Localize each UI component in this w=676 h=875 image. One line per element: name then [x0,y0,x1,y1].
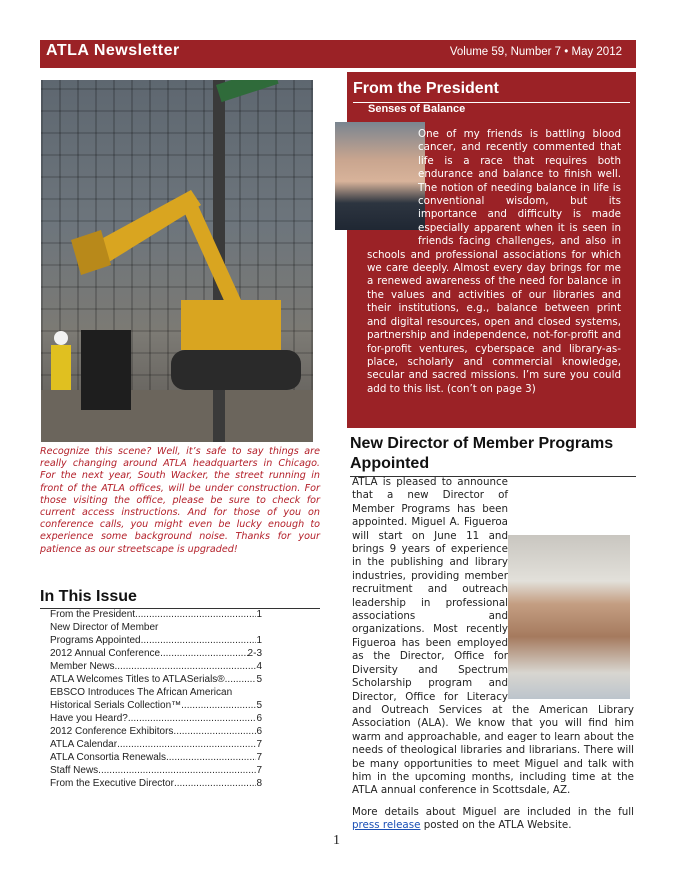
toc-item-page: 1 [256,635,262,646]
toc-heading: In This Issue [40,588,320,609]
toc-item [50,777,262,790]
toc-item-label: Member News [50,661,115,672]
director-paragraph-2-end: posted on the ATLA Website. [420,819,572,832]
toc-item [50,699,262,712]
toc-item-label: ATLA Welcomes Titles to ATLASerials® [50,674,225,685]
president-heading: From the President [353,80,499,97]
toc-item [50,647,262,660]
director-paragraph-1: ATLA is pleased to announce that a new Director of Member Programs has been appointed. Miguel A. Figueroa will start on June 11 and brings 9 years of experience in the publishing and library industries, providing member recruitment and outreach leadership in professional associations and organizations. Most recently Figueroa has been employed as the Director, Office for Diversity and Spectrum Scholarship program and Director, Office for Literacy and Outreach Services at the American Library Association (ALA). We know that you will find him warm and approachable, and eager to learn about the needs of theological libraries and librarians. There will be many opportunities to meet Miguel and talk with him in the upcoming months, including time at the ATLA annual conference in Scottsdale, AZ. [352,476,634,797]
toc-item-label: Programs Appointed [50,635,141,646]
president-section [347,72,636,428]
toc-item-page: 6 [256,713,262,724]
newsletter-banner [40,40,636,68]
press-release-link[interactable]: press release [352,819,421,832]
toc-item [50,712,262,725]
toc-item-label: ATLA Calendar [50,739,118,750]
toc-item-page: 4 [256,661,262,672]
toc-item-page: 7 [256,765,262,776]
toc-item-page: 5 [256,700,262,711]
toc-item [50,751,262,764]
toc-item-label: Staff News [50,765,99,776]
toc-item-label: Historical Serials Collection™ [50,700,182,711]
toc-item [50,764,262,777]
table-of-contents [50,608,262,790]
toc-item-page: 6 [256,726,262,737]
toc-item-label: From the President [50,609,136,620]
toc-item-page: 5 [256,674,262,685]
toc-item-page: 7 [256,752,262,763]
newsletter-title: ATLA Newsletter [46,42,180,59]
toc-item-page: 8 [256,778,262,789]
toc-item-label: From the Executive Director [50,778,174,789]
toc-item [50,673,262,686]
toc-item-page: 1 [256,609,262,620]
toc-item [50,738,262,751]
director-heading: New Director of Member Programs Appointed [350,434,636,477]
toc-item-page: 7 [256,739,262,750]
toc-item-label: 2012 Annual Conference [50,648,161,659]
toc-item-label: EBSCO Introduces The African American [50,687,233,698]
toc-item [50,621,262,634]
toc-item-page: 2-3 [247,648,262,659]
toc-item-label: ATLA Consortia Renewals [50,752,166,763]
director-paragraph-2: More details about Miguel are included in the full [352,805,634,818]
toc-item [50,725,262,738]
photo-caption: Recognize this scene? Well, it’s safe to say things are really changing around ATLA headquarters in Chicago. For the next year, South Wacker, the street running in front of the ATLA offices, will be under construction. For those visiting the office, please be sure to check for current access instructions. And for those of you on conference calls, you might even be lucky enough to experience some background noise. Thanks for your patience as our streetscape is upgraded! [40,446,320,555]
president-body-text: One of my friends is battling blood cancer, and recently commented that life is a race that requires both endurance and balance to finish well. The notion of needing balance in life is conventional wisdom, but its importance and difficulty is made especially apparent when it is seen in friends facing challenges, and also in schools and professional associations for which we care deeply. Almost every day brings for me a renewed awareness of the need for balance in the values and activities of our libraries and their institutions, e.g., balance between print and digital resources, open and closed systems, partnership and independence, not-for-profit and for-profit ventures, cyberspace and library-as-place, scholarly and commercial knowledge, secular and sacred missions. I’m sure you could add to this list. (con’t on page 3) [367,128,621,395]
toc-item [50,686,262,699]
toc-item [50,608,262,621]
president-subheading: Senses of Balance [368,103,466,115]
president-body [367,128,621,396]
director-article [352,476,634,841]
toc-item [50,660,262,673]
toc-item-label: New Director of Member [50,622,159,633]
excavator-icon [41,80,313,442]
toc-item [50,634,262,647]
issue-info: Volume 59, Number 7 • May 2012 [449,46,622,58]
construction-photo [41,80,313,442]
page-number: 1 [333,833,340,848]
toc-item-label: 2012 Conference Exhibitors [50,726,174,737]
toc-item-label: Have you Heard? [50,713,128,724]
